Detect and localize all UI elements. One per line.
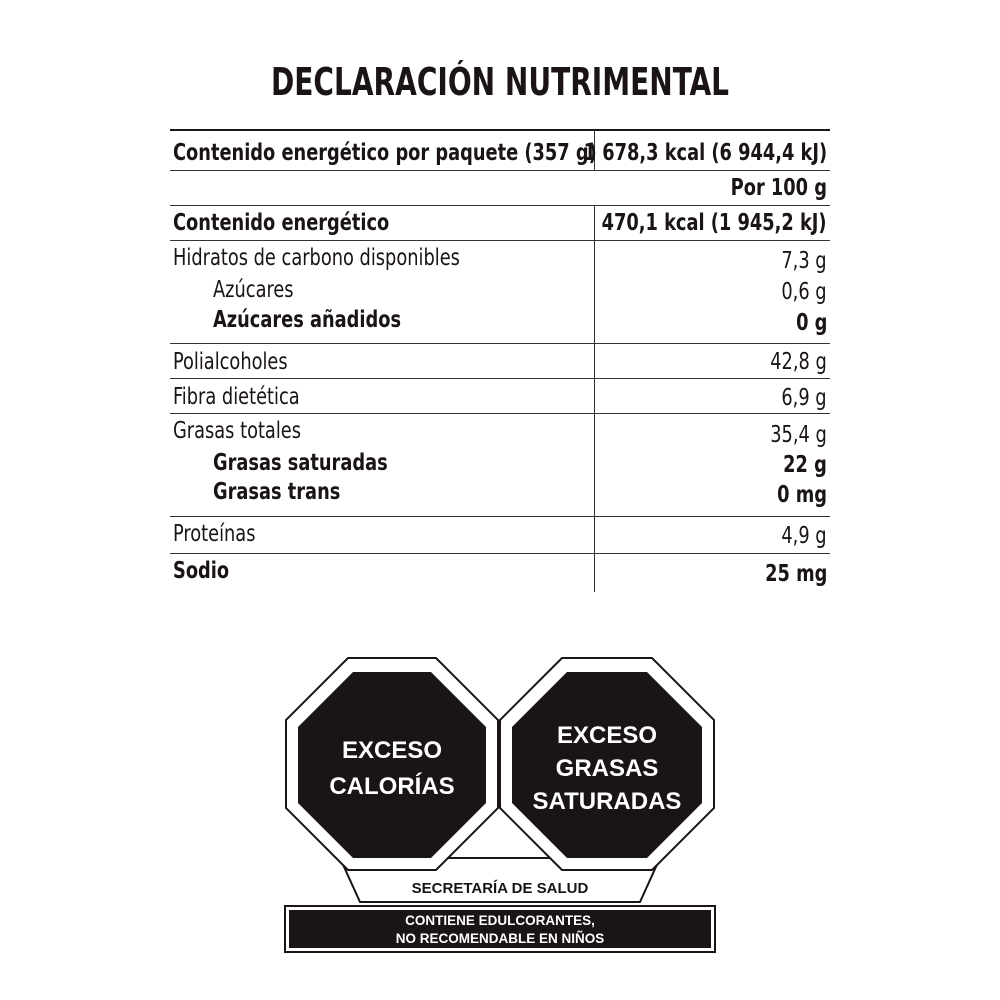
polyols-label: Polialcoholes	[173, 349, 288, 375]
page-title: DECLARACIÓN NUTRIMENTAL	[270, 60, 730, 104]
protein-label: Proteínas	[173, 521, 256, 547]
sweetener-notice	[285, 906, 715, 952]
sweetener-line1: CONTIENE EDULCORANTES,	[405, 913, 595, 928]
fiber-label: Fibra dietética	[173, 384, 300, 410]
carbs-label: Hidratos de carbono disponibles	[173, 245, 460, 271]
sweetener-line2: NO RECOMENDABLE EN NIÑOS	[395, 931, 605, 946]
protein-value: 4,9 g	[781, 523, 827, 549]
sugars-value: 0,6 g	[781, 279, 827, 305]
saturated-fat-label: Grasas saturadas	[213, 450, 388, 476]
seal-excess-calories	[286, 658, 498, 870]
package-energy-label: Contenido energético por paquete (357 g)	[173, 140, 597, 166]
trans-fat-label: Grasas trans	[213, 479, 341, 505]
carbs-value: 7,3 g	[781, 248, 827, 274]
energy-value: 470,1 kcal (1 945,2 kJ)	[602, 210, 827, 236]
added-sugars-label: Azúcares añadidos	[213, 307, 402, 333]
per-100g-header: Por 100 g	[730, 175, 827, 201]
sodium-value: 25 mg	[764, 561, 827, 587]
sodium-label: Sodio	[173, 558, 230, 584]
authority-text: SECRETARÍA DE SALUD	[411, 880, 589, 897]
fat-value: 35,4 g	[770, 422, 827, 448]
seal-saturated-line1: EXCESO	[556, 722, 658, 749]
sugars-label: Azúcares	[213, 277, 294, 303]
fiber-value: 6,9 g	[781, 385, 827, 411]
polyols-value: 42,8 g	[770, 349, 827, 375]
energy-label: Contenido energético	[173, 210, 390, 236]
seal-calories-line1: EXCESO	[341, 737, 443, 764]
seal-saturated-line2: GRASAS	[555, 755, 659, 782]
seal-excess-saturated-fats	[500, 658, 714, 870]
added-sugars-value: 0 g	[795, 310, 827, 336]
seal-saturated-line3: SATURADAS	[532, 788, 682, 815]
fat-label: Grasas totales	[173, 418, 302, 444]
seal-calories-line2: CALORÍAS	[329, 773, 455, 800]
trans-fat-value: 0 mg	[777, 482, 827, 508]
package-energy-value: 1 678,3 kcal (6 944,4 kJ)	[583, 140, 827, 166]
saturated-fat-value: 22 g	[783, 452, 827, 478]
